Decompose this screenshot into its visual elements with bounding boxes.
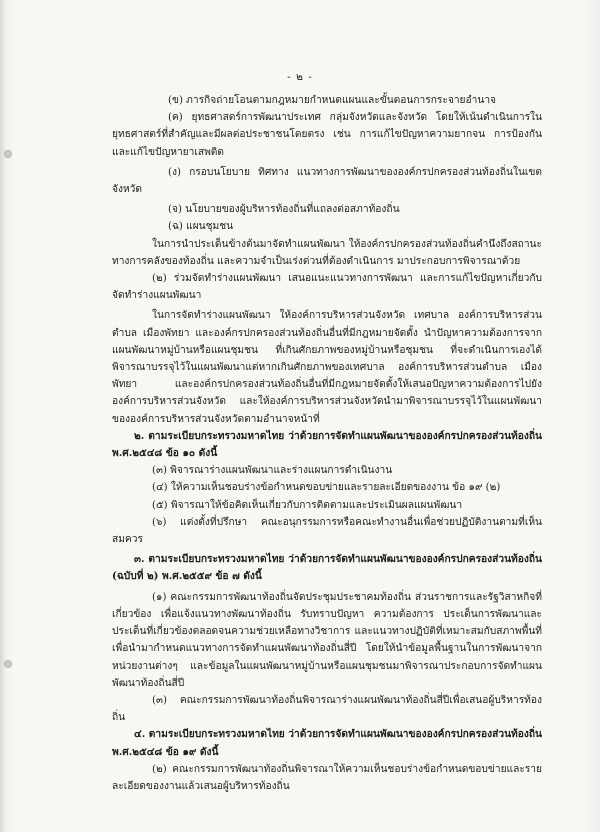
section-heading: ๔. ตามระเบียบกระทรวงมหาดไทย ว่าด้วยการจัดทำแผนพัฒนาขององค์กรปกครองส่วนท้องถิ่น พ.ศ.๒๕๔๘ ข้อ ๑๙ ดังนี้ [112,728,542,758]
section-heading: ๓. ตามระเบียบกระทรวงมหาดไทย ว่าด้วยการจัดทำแผนพัฒนาขององค์กรปกครองส่วนท้องถิ่น (ฉบับที่ ๒) พ.ศ.๒๕๕๙ ข้อ ๗ ดังนี้ [112,553,542,583]
paragraph: (๒) คณะกรรมการพัฒนาท้องถิ่นพิจารณาให้ความเห็นชอบร่างข้อกำหนดขอบข่ายและรายละเอียดของงานแล้วเสนอผู้บริหารท้องถิ่น [112,763,542,792]
paragraph: ในการจัดทำร่างแผนพัฒนา ให้องค์การบริหารส่วนจังหวัด เทศบาล องค์การบริหารส่วนตำบล เมืองพัทยา และองค์กรปกครองส่วนท้องถิ่นอื่นที่มีกฎหมายจัดตั้ง นำปัญหาความต้องการจากแผนพัฒนาหมู่บ้านหรือแผนชุมชน ที่เกินศักยภาพของหมู่บ้านหรือชุมชน ที่จะดำเนินการเองได้พิจารณาบรรจุไว้ในแผนพัฒนาแต่หากเกินศักยภาพของเทศบาล องค์การบริหารส่วนตำบล เมืองพัทยา และองค์กรปกครองส่วนท้องถิ่นอื่นที่มีกฎหมายจัดตั้งให้เสนอปัญหาความต้องการไปยังองค์การบริหารส่วนจังหวัด และให้องค์การบริหารส่วนจังหวัดนำมาพิจารณาบรรจุไว้ในแผนพัฒนาขององค์การบริหารส่วนจังหวัดตามอำนาจหน้าที่ [112,310,542,425]
paragraph: (๖) แต่งตั้งที่ปรึกษา คณะอนุกรรมการหรือคณะทำงานอื่นเพื่อช่วยปฏิบัติงานตามที่เห็นสมควร [112,516,542,546]
paragraph: (ค) ยุทธศาสตร์การพัฒนาประเทศ กลุ่มจังหวัดและจังหวัด โดยให้เน้นดำเนินการในยุทธศาสตร์ที่สำคัญและมีผลต่อประชาชนโดยตรง เช่น การแก้ไขปัญหาความยากจน การป้องกันและแก้ไขปัญหายาเสพติด [112,112,542,158]
paragraph: (๒) ร่วมจัดทำร่างแผนพัฒนา เสนอแนะแนวทางการพัฒนา และการแก้ไขปัญหาเกี่ยวกับจัดทำร่างแผนพัฒนา [112,273,542,302]
document-body [112,92,542,795]
paragraph: (ฉ) แผนชุมชน [168,221,234,233]
paragraph: (๑) คณะกรรมการพัฒนาท้องถิ่นจัดประชุมประชาคมท้องถิ่น ส่วนราชการและรัฐวิสาหกิจที่เกี่ยวข้อง เพื่อแจ้งแนวทางพัฒนาท้องถิ่น รับทราบปัญหา ความต้องการ ประเด็นการพัฒนาและประเด็นที่เกี่ยวข้องตลอดจนความช่วยเหลือทางวิชาการ และแนวทางปฏิบัติที่เหมาะสมกับสภาพพื้นที่เพื่อนำมากำหนดแนวทางการจัดทำแผนพัฒนาท้องถิ่นสี่ปี โดยให้นำข้อมูลพื้นฐานในการพัฒนาจากหน่วยงานต่างๆ และข้อมูลในแผนพัฒนาหมู่บ้านหรือแผนชุมชนมาพิจารณาประกอบการจัดทำแผนพัฒนาท้องถิ่นสี่ปี [112,591,542,689]
page-edge-shadow [0,0,6,832]
punch-hole [4,150,12,158]
paragraph: ในการนำประเด็นข้างต้นมาจัดทำแผนพัฒนา ให้องค์กรปกครองส่วนท้องถิ่นคำนึงถึงสถานะทางการคลังของท้องถิ่น และความจำเป็นเร่งด่วนที่ต้องดำเนินการ มาประกอบการพิจารณาด้วย [112,238,542,267]
page-number: - ๒ - [287,71,313,83]
paragraph: (จ) นโยบายของผู้บริหารท้องถิ่นที่แถลงต่อสภาท้องถิ่น [168,204,400,216]
paragraph: (๔) ให้ความเห็นชอบร่างข้อกำหนดขอบข่ายและรายละเอียดของงาน ข้อ ๑๙ (๒) [152,482,501,494]
paragraph: (ข) ภารกิจถ่ายโอนตามกฎหมายกำหนดแผนและขั้นตอนการกระจายอำนาจ [168,95,497,106]
paragraph: (๓) คณะกรรมการพัฒนาท้องถิ่นพิจารณาร่างแผนพัฒนาท้องถิ่นสี่ปีเพื่อเสนอผู้บริหารท้องถิ่น [112,694,542,724]
paragraph: (๕) พิจารณาให้ข้อคิดเห็นเกี่ยวกับการติดตามและประเมินผลแผนพัฒนา [152,499,463,511]
paragraph: (ง) กรอบนโยบาย ทิศทาง แนวทางการพัฒนาขององค์กรปกครองส่วนท้องถิ่นในเขตจังหวัด [112,166,542,196]
paragraph: (๓) พิจารณาร่างแผนพัฒนาและร่างแผนการดำเนินงาน [152,465,393,477]
section-heading: ๒. ตามระเบียบกระทรวงมหาดไทย ว่าด้วยการจัดทำแผนพัฒนาขององค์กรปกครองส่วนท้องถิ่น พ.ศ.๒๕๔๘ ข้อ ๑๐ ดังนี้ [112,429,542,460]
punch-hole [4,660,12,668]
